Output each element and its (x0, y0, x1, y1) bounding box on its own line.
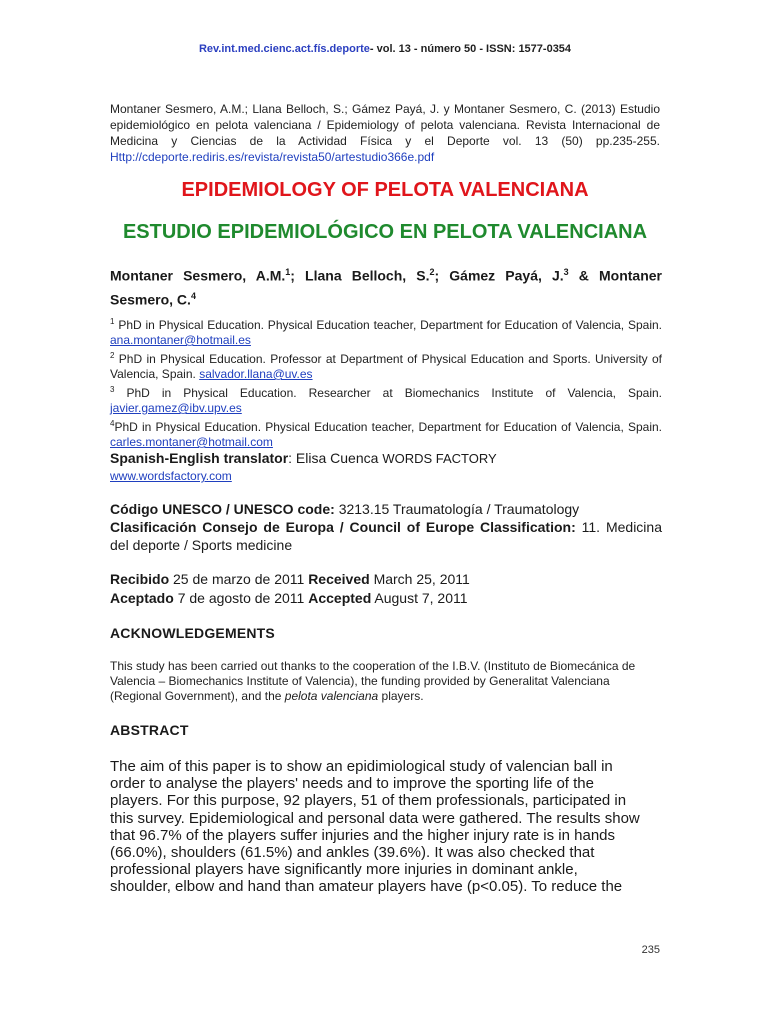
citation-url[interactable]: Http://cdeporte.rediris.es/revista/revista50/artestudio366e.pdf (110, 150, 435, 164)
author-2: ; Llana Belloch, S. (290, 267, 430, 284)
received-label: Received (308, 571, 370, 587)
affiliation-text: PhD in Physical Education. Researcher at Biomechanics Institute of Valencia, Spain. (126, 386, 662, 400)
classification-codes (110, 500, 662, 554)
author-1-sup: 1 (285, 267, 291, 277)
translator-url[interactable]: www.wordsfactory.com (110, 469, 232, 483)
council-label: Clasificación Consejo de Europa / Council of Europe Classification: (110, 519, 576, 535)
author-3: ; Gámez Payá, J. (434, 267, 564, 284)
accepted-value: August 7, 2011 (374, 590, 468, 606)
acknowledgements-heading: ACKNOWLEDGEMENTS (110, 625, 275, 641)
affiliation-email[interactable]: carles.montaner@hotmail.com (110, 435, 273, 449)
journal-name: Rev.int.med.cienc.act.fís.deporte (198, 43, 370, 55)
page-number: 235 (641, 944, 660, 956)
citation-text: Montaner Sesmero, A.M.; Llana Belloch, S.; Gámez Payá, J. y Montaner Sesmero, C. (2013) Estudio epidemiológico en pelota valenciana / Epidemiology of pelota valenciana. Revista Internacional de Medicina y Ciencias de la Actividad Física y el Deporte vol. 13 (50) pp.235-255. (110, 102, 660, 148)
affiliation-3 (110, 382, 662, 416)
affiliation-email[interactable]: ana.montaner@hotmail.es (110, 333, 251, 347)
author-4: & Montaner Sesmero, C. (110, 267, 662, 308)
author-2-sup: 2 (429, 267, 435, 277)
ack-italic: pelota valenciana (284, 689, 379, 703)
recibido-value: 25 de marzo de 2011 (173, 571, 305, 587)
council-value: 11. Medicina del deporte / Sports medicine (110, 519, 662, 553)
affiliation-num: 4 (110, 419, 115, 428)
affiliation-text: PhD in Physical Education. Professor at Department of Physical Education and Sports. University of Valencia, Spain. (110, 352, 662, 381)
author-3-sup: 3 (563, 267, 569, 277)
affiliation-email[interactable]: salvador.llana@uv.es (199, 367, 313, 381)
affiliation-4 (110, 416, 662, 450)
ack-text-after: players. (381, 689, 424, 703)
journal-issue: - vol. 13 - número 50 - ISSN: 1577-0354 (369, 43, 572, 55)
affiliation-num: 1 (110, 317, 115, 326)
aceptado-value: 7 de agosto de 2011 (177, 590, 305, 606)
author-4-sup: 4 (190, 290, 196, 301)
unesco-label: Código UNESCO / UNESCO code: (110, 501, 335, 517)
author-1: Montaner Sesmero, A.M. (110, 267, 286, 284)
translator-firm: WORDS FACTORY (382, 451, 497, 466)
translator-block (110, 450, 497, 485)
affiliation-text: PhD in Physical Education. Physical Education teacher, Department for Education of Valencia, Spain. (118, 318, 662, 332)
citation (110, 101, 660, 165)
title-spanish: ESTUDIO EPIDEMIOLÓGICO EN PELOTA VALENCIANA (122, 221, 648, 243)
acknowledgements-text (110, 659, 662, 704)
abstract-heading: ABSTRACT (110, 722, 189, 738)
abstract-text: The aim of this paper is to show an epidimiological study of valencian ball in order to analyse the players' needs and to improve the sporting life of the players. For this purpose, 92 players, 51 of them professionals, participated in this survey. Epidemiological and personal data were gathered. The results show that 96.7% of the players suffer injuries and the higher injury rate is in hands (66.0%), shoulders (61.5%) and ankles (39.6%). It was also checked that professional players have significantly more injuries in dominant ankle, shoulder, elbow and hand than amateur players have (p<0.05). To reduce the (110, 758, 640, 896)
affiliation-num: 3 (110, 385, 115, 394)
affiliation-2 (110, 348, 662, 382)
received-value: March 25, 2011 (373, 571, 470, 587)
accepted-label: Accepted (308, 590, 372, 606)
title-english: EPIDEMIOLOGY OF PELOTA VALENCIANA (181, 179, 589, 201)
translator-label: Spanish-English translator (110, 450, 289, 466)
recibido-label: Recibido (110, 571, 170, 587)
affiliations (110, 314, 662, 450)
affiliation-1 (110, 314, 662, 348)
translator-sep: : (288, 450, 296, 466)
translator-name: Elisa Cuenca (295, 450, 379, 466)
author-list (110, 262, 662, 309)
affiliation-email[interactable]: javier.gamez@ibv.upv.es (110, 401, 242, 415)
affiliation-num: 2 (110, 351, 115, 360)
dates-block (110, 570, 470, 608)
journal-header (0, 43, 770, 55)
aceptado-label: Aceptado (110, 590, 174, 606)
ack-text-before: This study has been carried out thanks to the cooperation of the I.B.V. (Instituto de Biomecánica de Valencia – Biomechanics Institute of Valencia), the funding provided by Generalitat Valenciana (Regional Government), and the (110, 659, 636, 703)
unesco-value: 3213.15 Traumatología / Traumatology (338, 501, 580, 517)
affiliation-text: PhD in Physical Education. Physical Education teacher, Department for Education of Valencia, Spain. (114, 420, 662, 434)
